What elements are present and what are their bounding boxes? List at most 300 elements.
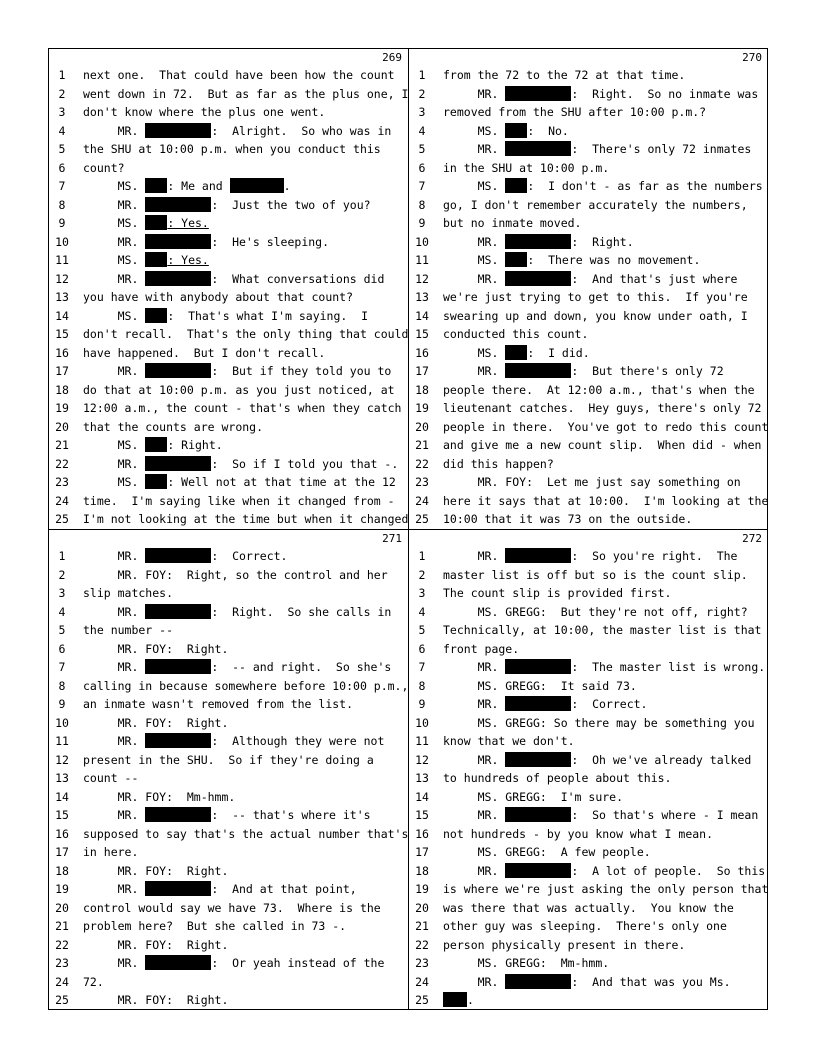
- line-number: 9: [418, 697, 426, 711]
- transcript-line: [49, 159, 408, 178]
- line-number: 23: [55, 475, 69, 489]
- line-number: 20: [415, 900, 429, 915]
- transcript-line: [409, 547, 768, 566]
- line-text: [443, 621, 766, 640]
- redaction-block: [145, 308, 167, 323]
- text-segment: was there that was actually. You know the: [443, 900, 734, 915]
- line-number: 12: [415, 752, 429, 767]
- line-number: 8: [418, 197, 426, 212]
- line-text: [83, 455, 406, 474]
- transcript-line: [409, 751, 768, 770]
- line-number: 25: [415, 993, 429, 1007]
- text-segment: : Me and: [167, 179, 230, 193]
- text-segment: : Although they were not: [211, 734, 385, 748]
- line-text: [83, 603, 406, 622]
- transcript-line: [49, 640, 408, 659]
- text-segment: : But there's only 72: [571, 364, 724, 378]
- text-segment: : Or yeah instead of the: [211, 956, 385, 970]
- line-number: 2: [418, 567, 426, 582]
- transcript-line: [49, 862, 408, 881]
- line-number: 3: [418, 105, 426, 119]
- text-segment: MR.: [443, 752, 506, 767]
- line-number: 23: [415, 956, 429, 970]
- line-text: [443, 492, 766, 511]
- redaction-block: [145, 252, 167, 267]
- line-text: [83, 177, 406, 196]
- text-segment: the SHU at 10:00 p.m. when you conduct this: [83, 142, 381, 156]
- line-text: [443, 603, 766, 622]
- text-segment: did this happen?: [443, 456, 554, 471]
- text-segment: : Yes.: [167, 253, 209, 267]
- line-number: 19: [55, 882, 69, 896]
- transcript-line: [409, 806, 768, 825]
- text-segment: don't know where the plus one went.: [83, 105, 326, 119]
- line-number: 8: [418, 678, 426, 693]
- line-number: 12: [55, 752, 69, 767]
- text-segment: MS.: [443, 253, 506, 267]
- line-number: 17: [415, 364, 429, 378]
- line-number: 3: [58, 586, 66, 600]
- transcript-line: [409, 510, 768, 529]
- text-segment: MR.: [443, 86, 506, 101]
- text-segment: MS. GREGG: I'm sure.: [443, 789, 624, 804]
- line-number: 24: [415, 974, 429, 989]
- redaction-block: [145, 271, 211, 286]
- line-text: [443, 436, 766, 455]
- transcript-line: [409, 473, 768, 492]
- line-text: [83, 159, 406, 178]
- text-segment: .: [283, 179, 291, 193]
- line-text: [83, 362, 406, 381]
- transcript-line: [409, 362, 768, 381]
- transcript-line: [409, 381, 768, 400]
- line-number: 10: [55, 715, 69, 730]
- line-text: [83, 66, 406, 85]
- line-text: [83, 122, 406, 141]
- line-text: [83, 140, 406, 159]
- line-text: [83, 714, 406, 733]
- line-number: 19: [415, 882, 429, 896]
- line-number: 10: [55, 234, 69, 249]
- line-number: 17: [55, 845, 69, 859]
- transcript-line: [49, 917, 408, 936]
- transcript-line: [49, 85, 408, 104]
- line-number: 3: [418, 586, 426, 600]
- transcript-line: [49, 233, 408, 252]
- text-segment: : Alright. So who was in: [211, 123, 392, 138]
- text-segment: an inmate wasn't removed from the list.: [83, 697, 354, 711]
- text-segment: : A lot of people. So this: [571, 863, 766, 878]
- text-segment: : He's sleeping.: [211, 234, 330, 249]
- line-text: [443, 677, 766, 696]
- text-segment: MR.: [443, 863, 506, 878]
- line-text: [443, 991, 766, 1010]
- line-text: [83, 862, 406, 881]
- redaction-block: [505, 974, 571, 989]
- line-text: [443, 899, 766, 918]
- transcript-line: [409, 418, 768, 437]
- line-text: [443, 233, 766, 252]
- line-number: 15: [415, 327, 429, 341]
- redaction-block: [145, 807, 211, 822]
- text-segment: slip matches.: [83, 586, 174, 600]
- text-segment: people there. At 12:00 a.m., that's when the: [443, 382, 755, 397]
- line-text: [83, 547, 406, 566]
- text-segment: MS. GREGG: So there may be something you: [443, 715, 755, 730]
- line-number: 1: [58, 549, 66, 563]
- line-text: [83, 566, 406, 585]
- line-number: 16: [55, 826, 69, 841]
- text-segment: in here.: [83, 845, 139, 859]
- line-text: [443, 658, 766, 677]
- text-segment: MR.: [83, 123, 146, 138]
- line-text: [443, 66, 766, 85]
- line-number: 22: [415, 937, 429, 952]
- line-text: [83, 732, 406, 751]
- text-segment: next one. That could have been how the count: [83, 68, 395, 82]
- line-number: 18: [415, 863, 429, 878]
- page-number: 271: [382, 532, 402, 545]
- redaction-block: [145, 474, 167, 489]
- line-number: 9: [58, 216, 66, 230]
- transcript-line: [49, 714, 408, 733]
- line-number: 1: [418, 68, 426, 82]
- text-segment: MS.: [83, 308, 146, 323]
- line-number: 7: [418, 179, 426, 193]
- text-segment: other guy was sleeping. There's only one: [443, 919, 727, 933]
- line-text: [83, 677, 406, 696]
- transcript-line: [49, 140, 408, 159]
- text-segment: time. I'm saying like when it changed from -: [83, 493, 395, 508]
- text-segment: : Right. So she calls in: [211, 604, 392, 619]
- text-segment: conducted this count.: [443, 327, 589, 341]
- transcript-line: [49, 214, 408, 233]
- line-number: 23: [55, 956, 69, 970]
- line-text: [83, 899, 406, 918]
- transcript-line: [49, 732, 408, 751]
- line-number: 6: [418, 160, 426, 175]
- transcript-line: [409, 954, 768, 973]
- redaction-block: [505, 752, 571, 767]
- text-segment: MR. FOY: Right.: [83, 641, 229, 656]
- line-number: 6: [58, 160, 66, 175]
- line-number: 11: [55, 253, 69, 267]
- text-segment: : No.: [527, 123, 569, 138]
- line-text: [443, 473, 766, 492]
- line-text: [443, 584, 766, 603]
- line-text: [83, 621, 406, 640]
- line-text: [83, 436, 406, 455]
- transcript-line: [409, 584, 768, 603]
- text-segment: swearing up and down, you know under oath, I: [443, 308, 748, 323]
- redaction-block: [145, 659, 211, 674]
- text-segment: 10:00 that it was 73 on the outside.: [443, 512, 693, 526]
- line-text: [83, 473, 406, 492]
- line-text: [83, 658, 406, 677]
- line-text: [83, 270, 406, 289]
- text-segment: MS. GREGG: But they're not off, right?: [443, 604, 748, 619]
- line-number: 12: [415, 271, 429, 286]
- transcript-line: [49, 492, 408, 511]
- line-number: 20: [415, 419, 429, 434]
- transcript-line: [409, 325, 768, 344]
- line-number: 21: [55, 919, 69, 933]
- text-segment: MR. FOY: Right.: [83, 863, 229, 878]
- line-text: [443, 196, 766, 215]
- text-segment: MR.: [83, 734, 146, 748]
- line-text: [83, 825, 406, 844]
- text-segment: : Correct.: [571, 697, 648, 711]
- transcript-line: [409, 492, 768, 511]
- text-segment: : And that's just where: [571, 271, 738, 286]
- transcript-line: [409, 214, 768, 233]
- line-text: [443, 695, 766, 714]
- text-segment: the number --: [83, 623, 174, 637]
- transcript-line: [409, 936, 768, 955]
- redaction-block: [145, 548, 211, 563]
- line-text: [443, 251, 766, 270]
- text-segment: MR. FOY: Right.: [83, 715, 229, 730]
- line-text: [83, 769, 406, 788]
- line-number: 22: [415, 456, 429, 471]
- redaction-block: [145, 881, 211, 896]
- text-segment: you have with anybody about that count?: [83, 290, 354, 304]
- text-segment: went down in 72. But as far as the plus one, I: [83, 86, 408, 101]
- text-segment: : And that was you Ms.: [571, 974, 731, 989]
- redaction-block: [505, 234, 571, 249]
- redaction-block: [505, 123, 527, 138]
- line-number: 13: [55, 771, 69, 785]
- transcript-line: [49, 751, 408, 770]
- text-segment: MS.: [83, 438, 146, 452]
- text-segment: from the 72 to the 72 at that time.: [443, 68, 686, 82]
- text-segment: don't recall. That's the only thing that could: [83, 327, 408, 341]
- text-segment: MR. FOY: Right.: [83, 993, 229, 1007]
- line-number: 14: [55, 789, 69, 804]
- transcript-line: [409, 66, 768, 85]
- text-segment: have happened. But I don't recall.: [83, 345, 326, 360]
- line-text: [443, 547, 766, 566]
- transcript-line: [409, 344, 768, 363]
- transcript-line: [49, 695, 408, 714]
- line-text: [83, 510, 406, 529]
- line-number: 21: [415, 438, 429, 452]
- text-segment: : Correct.: [211, 549, 288, 563]
- text-segment: MS. GREGG: It said 73.: [443, 678, 637, 693]
- line-number: 24: [55, 974, 69, 989]
- transcript-line: [49, 288, 408, 307]
- line-text: [83, 344, 406, 363]
- text-segment: we're just trying to get to this. If you're: [443, 290, 748, 304]
- text-segment: MR.: [443, 660, 506, 674]
- text-segment: calling in because somewhere before 10:00 p.m.,: [83, 678, 408, 693]
- redaction-block: [145, 604, 211, 619]
- text-segment: MR.: [83, 197, 146, 212]
- transcript-line: [49, 307, 408, 326]
- transcript-sheet: [48, 48, 768, 1010]
- line-text: [443, 510, 766, 529]
- line-text: [443, 973, 766, 992]
- transcript-line: [409, 658, 768, 677]
- line-text: [443, 288, 766, 307]
- line-text: [83, 954, 406, 973]
- line-number: 14: [415, 308, 429, 323]
- text-segment: MR.: [83, 956, 146, 970]
- line-text: [443, 418, 766, 437]
- transcript-line: [49, 991, 408, 1010]
- text-segment: MR.: [443, 271, 506, 286]
- transcript-line: [409, 880, 768, 899]
- redaction-block: [505, 807, 571, 822]
- transcript-line: [409, 862, 768, 881]
- text-segment: : Right.: [167, 438, 223, 452]
- redaction-block: [145, 363, 211, 378]
- text-segment: MS.: [83, 253, 146, 267]
- line-number: 5: [58, 623, 66, 637]
- text-segment: : There's only 72 inmates: [571, 142, 752, 156]
- line-text: [443, 825, 766, 844]
- line-text: [443, 954, 766, 973]
- line-number: 19: [415, 401, 429, 415]
- transcript-line: [49, 473, 408, 492]
- line-number: 18: [55, 863, 69, 878]
- line-number: 15: [415, 808, 429, 822]
- line-number: 1: [418, 549, 426, 563]
- text-segment: : Right.: [571, 234, 634, 249]
- line-text: [83, 751, 406, 770]
- transcript-line: [409, 769, 768, 788]
- line-number: 24: [55, 493, 69, 508]
- transcript-page-269: [49, 49, 408, 529]
- redaction-block: [230, 178, 284, 193]
- line-number: 1: [58, 68, 66, 82]
- redaction-block: [505, 363, 571, 378]
- line-number: 14: [415, 789, 429, 804]
- text-segment: present in the SHU. So if they're doing a: [83, 752, 374, 767]
- line-text: [83, 196, 406, 215]
- line-text: [443, 714, 766, 733]
- line-number: 25: [55, 993, 69, 1007]
- line-text: [83, 973, 406, 992]
- transcript-line: [409, 288, 768, 307]
- line-number: 13: [415, 771, 429, 785]
- redaction-block: [145, 215, 167, 230]
- text-segment: front page.: [443, 641, 520, 656]
- line-text: [443, 917, 766, 936]
- redaction-block: [145, 123, 211, 138]
- transcript-line: [409, 714, 768, 733]
- transcript-page-270: [409, 49, 768, 529]
- text-segment: : Just the two of you?: [211, 197, 371, 212]
- text-segment: MR.: [83, 604, 146, 619]
- text-segment: : What conversations did: [211, 271, 385, 286]
- text-segment: MR.: [83, 456, 146, 471]
- line-text: [83, 788, 406, 807]
- line-number: 7: [58, 179, 66, 193]
- text-segment: MS.: [83, 475, 146, 489]
- line-number: 2: [58, 86, 66, 101]
- line-number: 7: [418, 660, 426, 674]
- transcript-line: [49, 769, 408, 788]
- text-segment: MR.: [83, 271, 146, 286]
- text-segment: MR. FOY: Right.: [83, 937, 229, 952]
- transcript-line: [409, 621, 768, 640]
- text-segment: removed from the SHU after 10:00 p.m.?: [443, 105, 707, 119]
- text-segment: people in there. You've got to redo this count: [443, 419, 768, 434]
- line-number: 23: [415, 475, 429, 489]
- transcript-line: [409, 270, 768, 289]
- text-segment: MS.: [443, 123, 506, 138]
- transcript-line: [49, 658, 408, 677]
- redaction-block: [505, 86, 571, 101]
- text-segment: 12:00 a.m., the count - that's when they catch: [83, 401, 402, 415]
- line-text: [443, 103, 766, 122]
- transcript-line: [49, 880, 408, 899]
- line-text: [443, 751, 766, 770]
- text-segment: count?: [83, 160, 125, 175]
- line-number: 22: [55, 937, 69, 952]
- transcript-line: [409, 103, 768, 122]
- redaction-block: [505, 141, 571, 156]
- text-segment: MR. FOY: Right, so the control and her: [83, 567, 388, 582]
- text-segment: MR.: [443, 808, 506, 822]
- text-segment: MR.: [443, 549, 506, 563]
- line-number: 8: [58, 197, 66, 212]
- transcript-line: [409, 122, 768, 141]
- line-text: [443, 381, 766, 400]
- transcript-lines: [49, 66, 408, 529]
- text-segment: The count slip is provided first.: [443, 586, 672, 600]
- text-segment: here it says that at 10:00. I'm looking at the: [443, 493, 768, 508]
- text-segment: : I don't - as far as the numbers: [527, 179, 763, 193]
- line-number: 5: [418, 142, 426, 156]
- transcript-line: [409, 640, 768, 659]
- redaction-block: [505, 345, 527, 360]
- line-text: [83, 103, 406, 122]
- text-segment: and give me a new count slip. When did - when: [443, 438, 762, 452]
- text-segment: : But if they told you to: [211, 364, 392, 378]
- line-text: [443, 344, 766, 363]
- transcript-line: [49, 806, 408, 825]
- transcript-line: [49, 418, 408, 437]
- line-number: 16: [55, 345, 69, 360]
- redaction-block: [505, 659, 571, 674]
- line-number: 5: [418, 623, 426, 637]
- redaction-block: [145, 197, 211, 212]
- line-number: 2: [418, 86, 426, 101]
- text-segment: : So if I told you that -.: [211, 456, 399, 471]
- transcript-line: [409, 251, 768, 270]
- text-segment: MS. GREGG: Mm-hmm.: [443, 956, 610, 970]
- line-text: [83, 695, 406, 714]
- line-number: 20: [55, 419, 69, 434]
- line-number: 19: [55, 401, 69, 415]
- redaction-block: [505, 696, 571, 711]
- line-number: 6: [418, 641, 426, 656]
- line-number: 4: [418, 123, 426, 138]
- text-segment: but no inmate moved.: [443, 216, 582, 230]
- line-number: 6: [58, 641, 66, 656]
- transcript-line: [409, 140, 768, 159]
- transcript-line: [409, 85, 768, 104]
- text-segment: MR.: [83, 882, 146, 896]
- transcript-line: [409, 695, 768, 714]
- text-segment: MR.: [443, 142, 506, 156]
- transcript-line: [409, 233, 768, 252]
- text-segment: MS.: [83, 216, 146, 230]
- line-number: 25: [415, 512, 429, 526]
- transcript-line: [409, 899, 768, 918]
